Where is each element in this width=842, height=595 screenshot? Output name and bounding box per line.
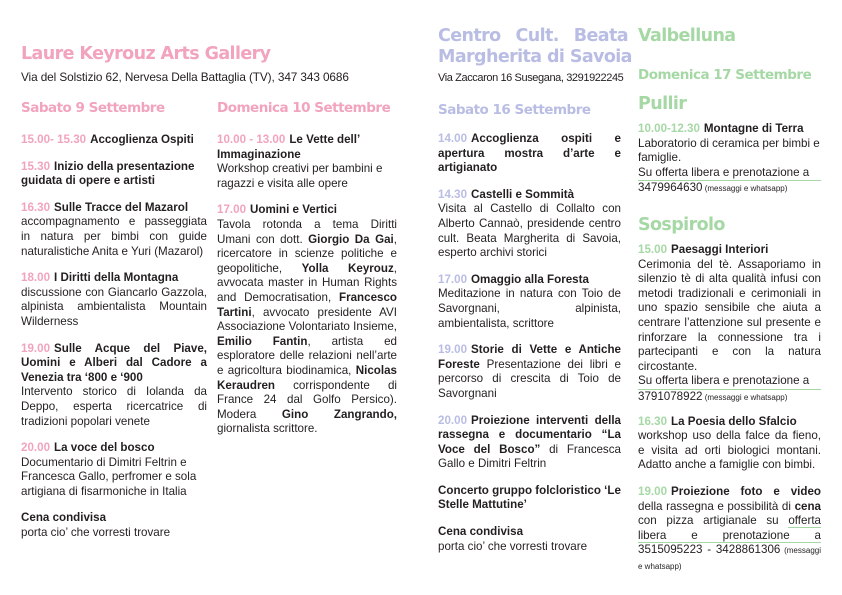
booking-phone: 3479964630 (638, 181, 703, 195)
event-title: Proiezione foto e video (671, 484, 821, 498)
event-title: I Diritti della Montagna (54, 271, 179, 285)
event-time: 10.00-12.30 (638, 122, 700, 135)
event-desc: Cerimonia del tè. Assaporiamo in silenzio tè di alta qualità infusi con metodi tradizionali e cerimoniali in uno spazio sensibile che aiuta a centrare l’attenzione sul presente e rinforzare la connessione tra i partecipanti e con la natura circostante. (638, 257, 821, 373)
event-item (438, 525, 621, 554)
event-item (438, 188, 621, 261)
event-desc: Presentazione dei libri e percorso di crescita di Toio de Savorgnani (438, 357, 621, 400)
booking-info: Su offerta libera e prenotazione a (638, 166, 821, 182)
event-item (438, 273, 621, 331)
event-title: Accoglienza ospiti e apertura mostra d’arte e artigianato (438, 132, 621, 175)
event-highlight: cena (794, 499, 821, 513)
event-item (638, 485, 821, 575)
booking-info: Su offerta libera e prenotazione a (638, 374, 821, 390)
event-desc: accompagnamento e passeggiata in natura per bimbi con guide naturalistiche Anita e Yuri (Mazarol) (21, 215, 207, 258)
place-title-pullir: Pullir (638, 94, 687, 114)
speaker-name: Nicolas Keraudren (217, 363, 397, 392)
booking-phone: 3791078922 (638, 389, 703, 403)
event-title: Montagne di Terra (703, 122, 804, 135)
event-desc: workshop uso della falce da fieno, e visita ad orti biologici montani. Adatto anche a famiglie con bimbi. (638, 429, 821, 472)
schedule-col-pullir (638, 122, 821, 197)
event-title: Uomini e Vertici (250, 203, 337, 217)
event-time: 14.00 (438, 132, 468, 145)
event-title: La Poesia dello Sfalcio (671, 414, 797, 428)
event-time: 19.00 (21, 341, 51, 355)
event-title: Cena condivisa (438, 525, 524, 539)
event-title: Le Vette dell’ Immaginazione (217, 133, 360, 161)
event-desc: Laboratorio di ceramica per bimbi e famiglie. (638, 136, 820, 165)
day-heading-sat9: Sabato 9 Settembre (21, 100, 165, 116)
event-item (21, 201, 207, 259)
event-desc: Visita al Castello di Collalto con Alberto Cannaò, presidende centro cult. Beata Margherita di Savoia, esperto archivi storici (438, 202, 621, 260)
booking-info: offerta libera e prenotazione a (638, 514, 821, 542)
event-item (638, 122, 821, 197)
booking-phone: 3515095223 - 3428861306 (638, 543, 781, 557)
speaker-name: Emilio Fantin (217, 334, 308, 348)
venue-address-gallery: Via del Solstizio 62, Nervesa Della Battaglia (TV), 347 343 0686 (21, 70, 349, 84)
event-desc: Documentario di Dimitri Feltrin e Francesca Gallo, perfromer e sola artigiana di fisarmoniche in Italia (21, 455, 197, 498)
event-title: Paesaggi Interiori (671, 243, 769, 256)
event-item (438, 484, 621, 513)
schedule-col-sospirolo (638, 243, 821, 574)
event-title: Omaggio alla Foresta (471, 272, 589, 286)
event-title: Sulle Tracce del Mazarol (54, 200, 189, 214)
booking-note: (messaggi e whatsapp) (702, 184, 788, 194)
venue-title-centro-line1: Centro Cult. Beata (438, 26, 628, 46)
event-desc: , avvocata master in Human Rights and Democratisation, (217, 261, 397, 304)
event-desc: con pizza artigianale su (638, 514, 789, 528)
event-desc: giornalista scrittore. (217, 422, 318, 436)
speaker-name: Gino Zangrando, (281, 407, 397, 421)
event-desc: della rassegna e possibilità di (638, 499, 795, 513)
schedule-col-sat16 (438, 132, 621, 554)
event-time: 17.00 (438, 272, 468, 286)
event-desc: , ricercatore in scienze politiche e geopolitiche, (217, 232, 397, 275)
event-desc: discussione con Giancarlo Gazzola, alpinista ambientalista Mountain Wilderness (21, 285, 207, 328)
event-desc: Workshop creativi per bambini e ragazzi e visita alle opere (217, 162, 383, 190)
event-time: 10.00 - 13.00 (217, 133, 286, 146)
event-item (217, 203, 397, 437)
event-desc: Tavola rotonda a tema Diritti Umani con dott. (217, 217, 397, 246)
event-title: Castelli e Sommità (471, 187, 575, 201)
event-time: 20.00 (438, 413, 468, 427)
event-item (638, 415, 821, 473)
event-item (21, 511, 207, 540)
event-title: Cena condivisa (21, 511, 107, 525)
event-time: 14.30 (438, 187, 468, 201)
venue-address-centro: Via Zaccaron 16 Susegana, 3291922245 (438, 72, 624, 84)
event-time: 20.00 (21, 441, 51, 455)
schedule-col-sat9 (21, 133, 207, 541)
speaker-name: Yolla Keyrouz (301, 261, 394, 275)
event-time: 19.00 (438, 343, 468, 357)
event-item (21, 441, 207, 499)
event-item (21, 133, 207, 148)
event-title: Accoglienza Ospiti (90, 133, 194, 146)
day-heading-sun10: Domenica 10 Settembre (217, 100, 391, 116)
event-desc: corrispondente di France 24 dal Golfo Persico). Modera (217, 378, 397, 421)
event-desc: , artista ed esploratore delle relazioni nell’arte e agricoltura biodinamica, (217, 334, 397, 377)
venue-title-centro-line2: Margherita di Savoia (438, 47, 632, 67)
event-item (438, 132, 621, 176)
event-item (21, 271, 207, 329)
venue-title-gallery: Laure Keyrouz Arts Gallery (21, 44, 271, 64)
booking-note: (messaggi e whatsapp) (702, 392, 788, 402)
event-title: Storie di Vette e Antiche Foreste (438, 343, 621, 371)
schedule-col-sun10 (217, 133, 397, 437)
event-title: Inizio della presentazione guidata di opere e artisti (21, 159, 195, 188)
event-desc: Intervento storico di Iolanda da Deppo, esperta ricercatrice di tradizioni popolari venete (21, 385, 207, 428)
event-time: 15.30 (21, 159, 51, 173)
region-title: Valbelluna (638, 26, 736, 46)
event-time: 19.00 (638, 484, 668, 498)
booking-note: (messaggi e whatsapp) (638, 546, 822, 571)
event-title: Concerto gruppo folcloristico ‘Le Stelle Mattutine’ (438, 483, 621, 512)
day-heading-sun17: Domenica 17 Settembre (638, 67, 812, 83)
event-title: La voce del bosco (54, 441, 155, 455)
event-desc: Meditazione in natura con Toio de Savorgnani, alpinista, ambientalista, scrittore (438, 287, 621, 330)
event-title: Proiezione interventi della rassegna e documentario “La Voce del Bosco” (438, 413, 621, 456)
event-time: 18.00 (21, 271, 51, 285)
day-heading-sat16: Sabato 16 Settembre (438, 102, 591, 118)
event-item (438, 414, 621, 472)
place-title-sospirolo: Sospirolo (638, 215, 725, 235)
event-time: 17.00 (217, 203, 247, 217)
event-time: 15.00 (638, 243, 668, 256)
event-time: 15.00- 15.30 (21, 133, 87, 146)
event-item (638, 243, 821, 374)
event-item (21, 342, 207, 430)
event-time: 16.30 (638, 414, 668, 428)
event-item (21, 160, 207, 189)
speaker-name: Giorgio Da Gai (308, 232, 394, 246)
event-time: 16.30 (21, 200, 51, 214)
event-title: Sulle Acque del Piave, Uomini e Alberi dal Cadore a Venezia tra ‘800 e ‘900 (21, 341, 207, 384)
speaker-name: Francesco Tartini (217, 290, 397, 319)
event-desc: porta cio’ che vorresti trovare (21, 526, 171, 540)
event-desc: di Francesca Gallo e Dimitri Feltrin (438, 442, 621, 471)
event-desc: porta cio’ che vorresti trovare (438, 539, 588, 553)
event-item (438, 343, 621, 401)
event-desc: , avvocato presidente AVI Associazione Volontariato Insieme, (217, 305, 397, 334)
event-item (217, 133, 397, 191)
booking-row (638, 374, 821, 405)
